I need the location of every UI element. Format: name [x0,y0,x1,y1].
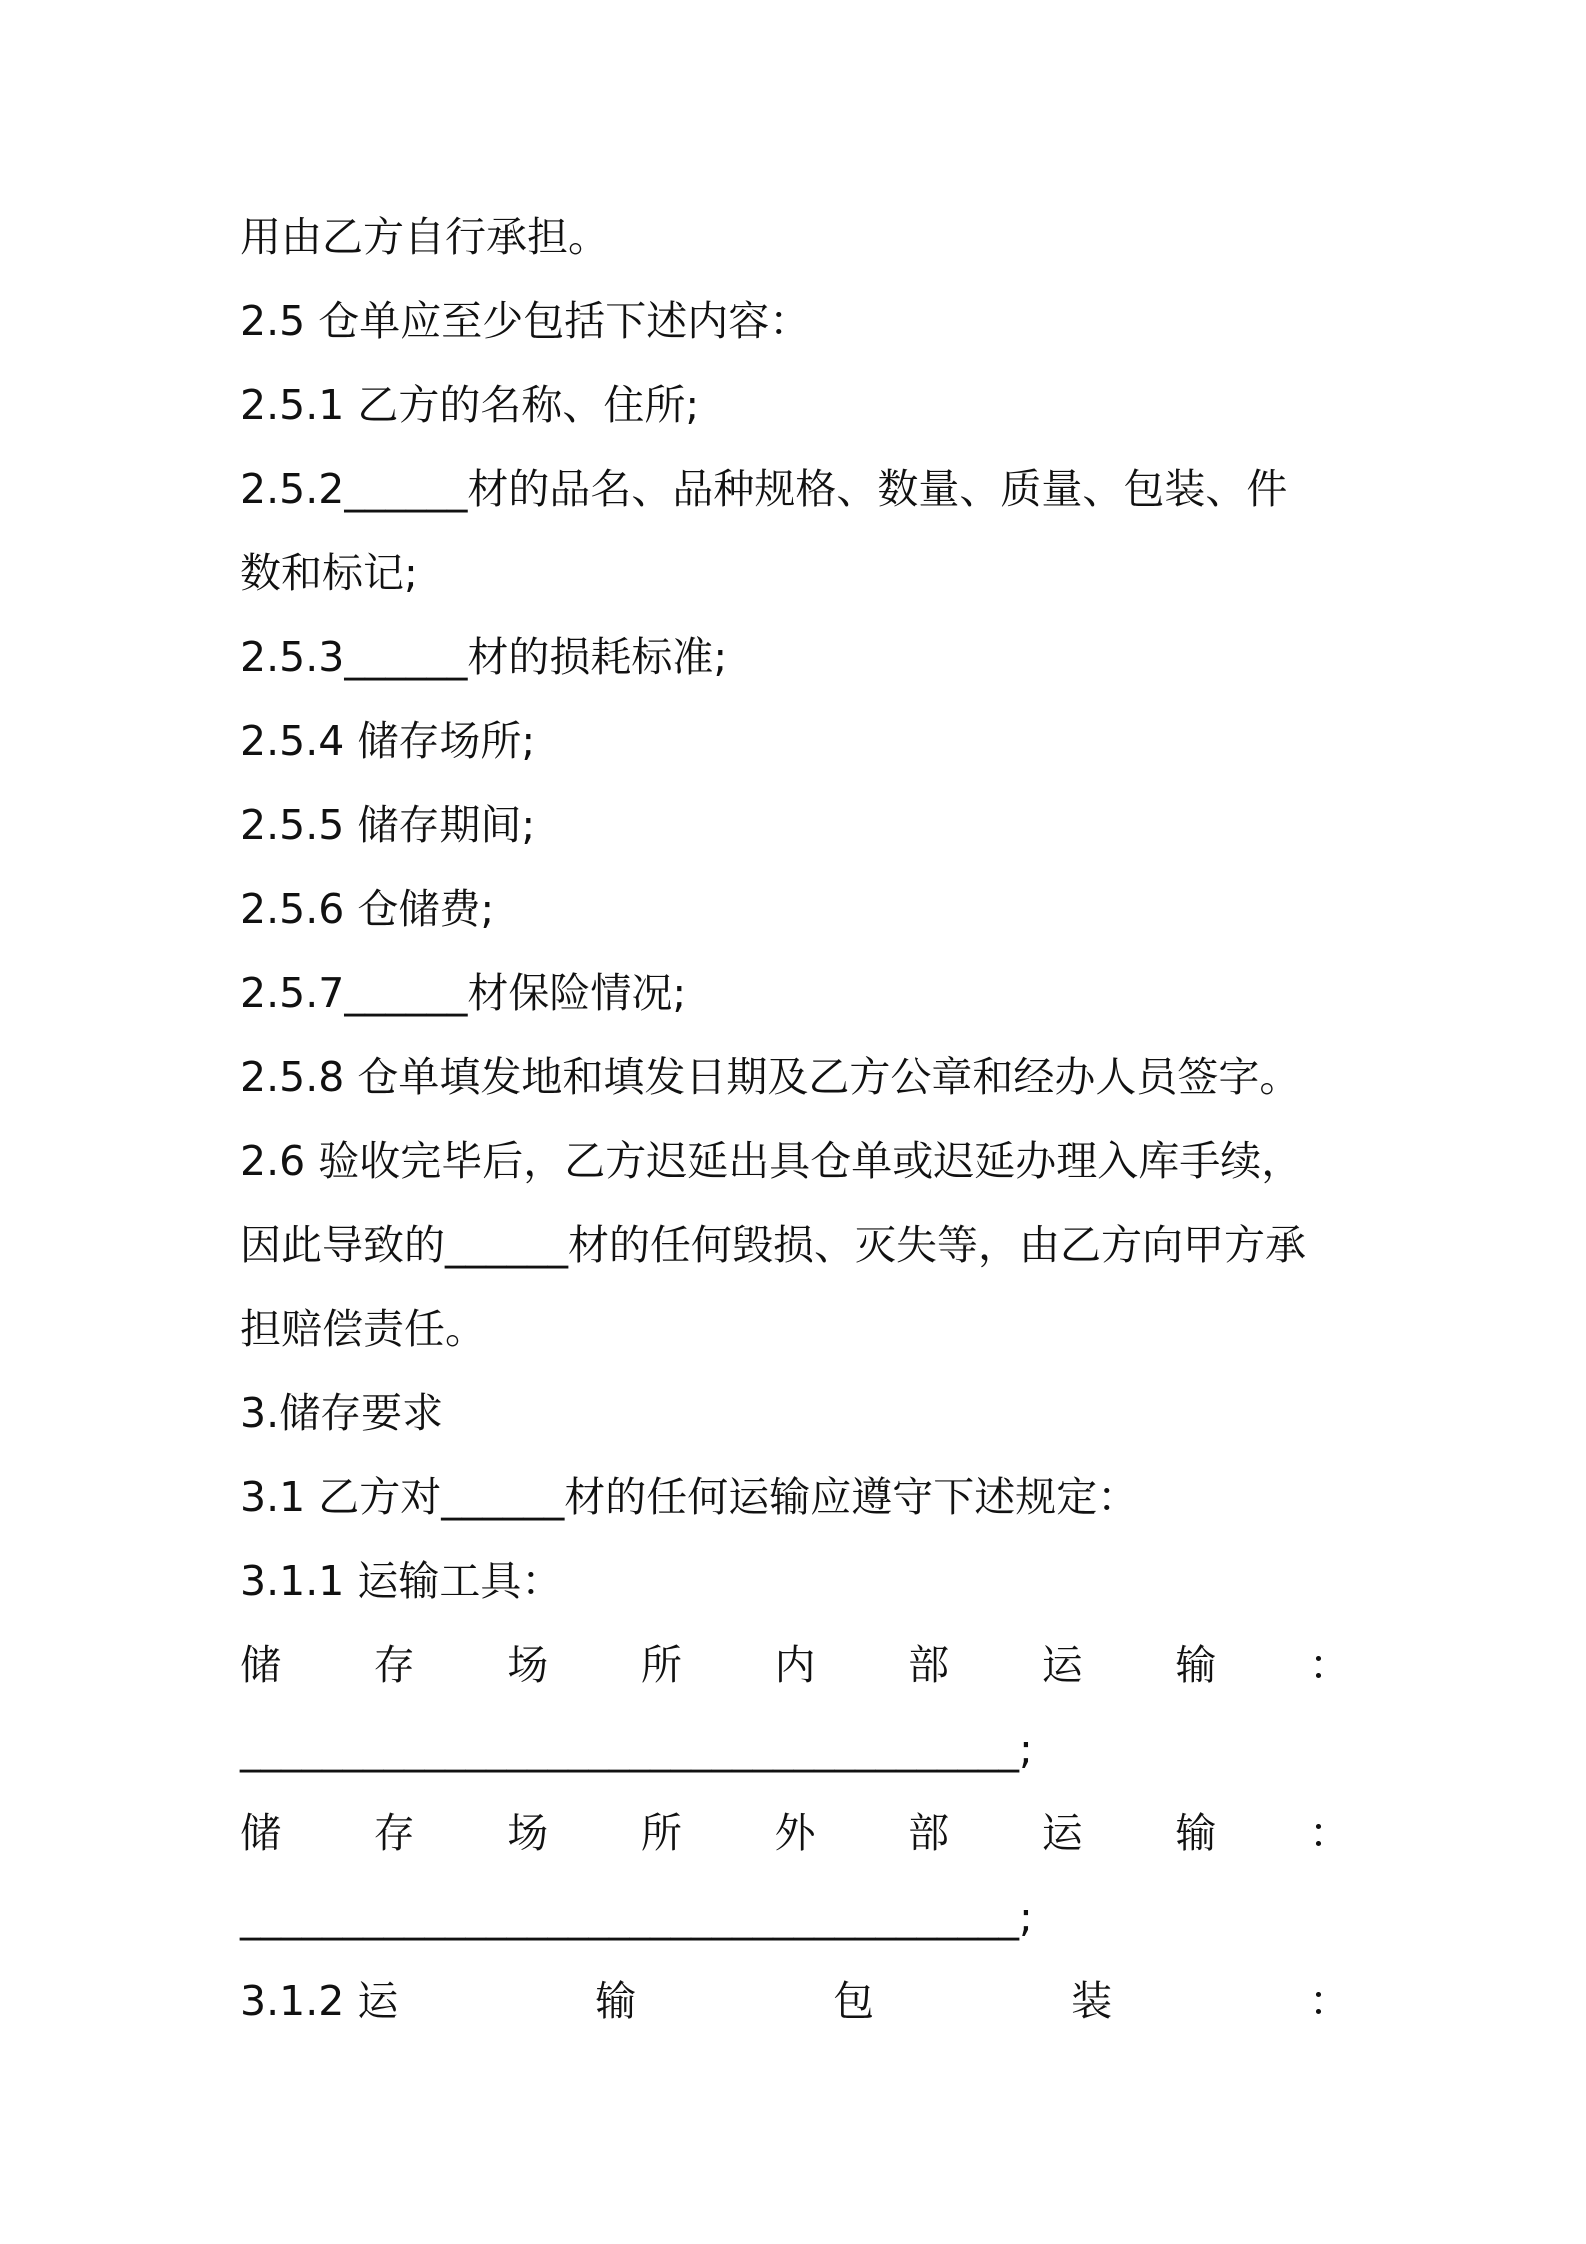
internal-transport-blank [240,1707,1350,1791]
justified-char: 输 [1175,1809,1217,1857]
justified-char: ： [1308,1977,1350,2025]
justified-char: 存 [373,1641,415,1689]
justified-char: 所 [640,1809,682,1857]
external-transport-blank [240,1875,1350,1959]
justified-char: 场 [507,1809,549,1857]
text-line: 数和标记; [240,549,418,597]
document-body [240,195,1350,2043]
text-line: 2.5.8 仓单填发地和填发日期及乙方公章和经办人员签字。 [240,1053,1301,1101]
justified-char: 装 [1071,1977,1113,2025]
text-line: 2.5 仓单应至少包括下述内容： [240,297,811,345]
text-line: 2.5.1 乙方的名称、住所; [240,381,700,429]
blank-underline: ______________________________________; [240,1893,1033,1941]
justified-char: 内 [774,1641,816,1689]
text-line: 2.5.2______材的品名、品种规格、数量、质量、包装、件 [240,465,1288,513]
packaging-label [240,1959,1350,2043]
justified-char: 存 [373,1809,415,1857]
justified-char: 储 [240,1641,281,1689]
justified-char: 运 [1041,1809,1083,1857]
section-heading: 3.储存要求 [240,1389,444,1437]
justified-char: 3.1.2 运 [240,1977,399,2025]
text-line: 3.1.1 运输工具： [240,1557,563,1605]
text-line: 因此导致的______材的任何毁损、灭失等，由乙方向甲方承 [240,1221,1306,1269]
text-line: 2.5.5 储存期间; [240,801,536,849]
text-line: 3.1 乙方对______材的任何运输应遵守下述规定： [240,1473,1139,1521]
justified-char: 输 [1175,1641,1217,1689]
justified-char: 场 [507,1641,549,1689]
text-line: 2.6 验收完毕后，乙方迟延出具仓单或迟延办理入库手续， [240,1137,1303,1185]
justified-char: ： [1309,1641,1350,1689]
text-line: 2.5.3______材的损耗标准; [240,633,728,681]
justified-char: 部 [908,1641,950,1689]
justified-char: 包 [833,1977,875,2025]
justified-char: 外 [774,1809,816,1857]
text-line: 担赔偿责任。 [240,1305,486,1353]
text-line: 2.5.7______材保险情况; [240,969,687,1017]
justified-char: 所 [640,1641,682,1689]
justified-char: 储 [240,1809,281,1857]
external-transport-label [240,1791,1350,1875]
internal-transport-label [240,1623,1350,1707]
justified-char: 运 [1041,1641,1083,1689]
text-line: 2.5.6 仓储费; [240,885,495,933]
justified-char: 部 [908,1809,950,1857]
blank-underline: ______________________________________; [240,1725,1033,1773]
justified-char: ： [1309,1809,1350,1857]
text-line: 用由乙方自行承担。 [240,213,609,261]
justified-char: 输 [595,1977,637,2025]
text-line: 2.5.4 储存场所; [240,717,536,765]
